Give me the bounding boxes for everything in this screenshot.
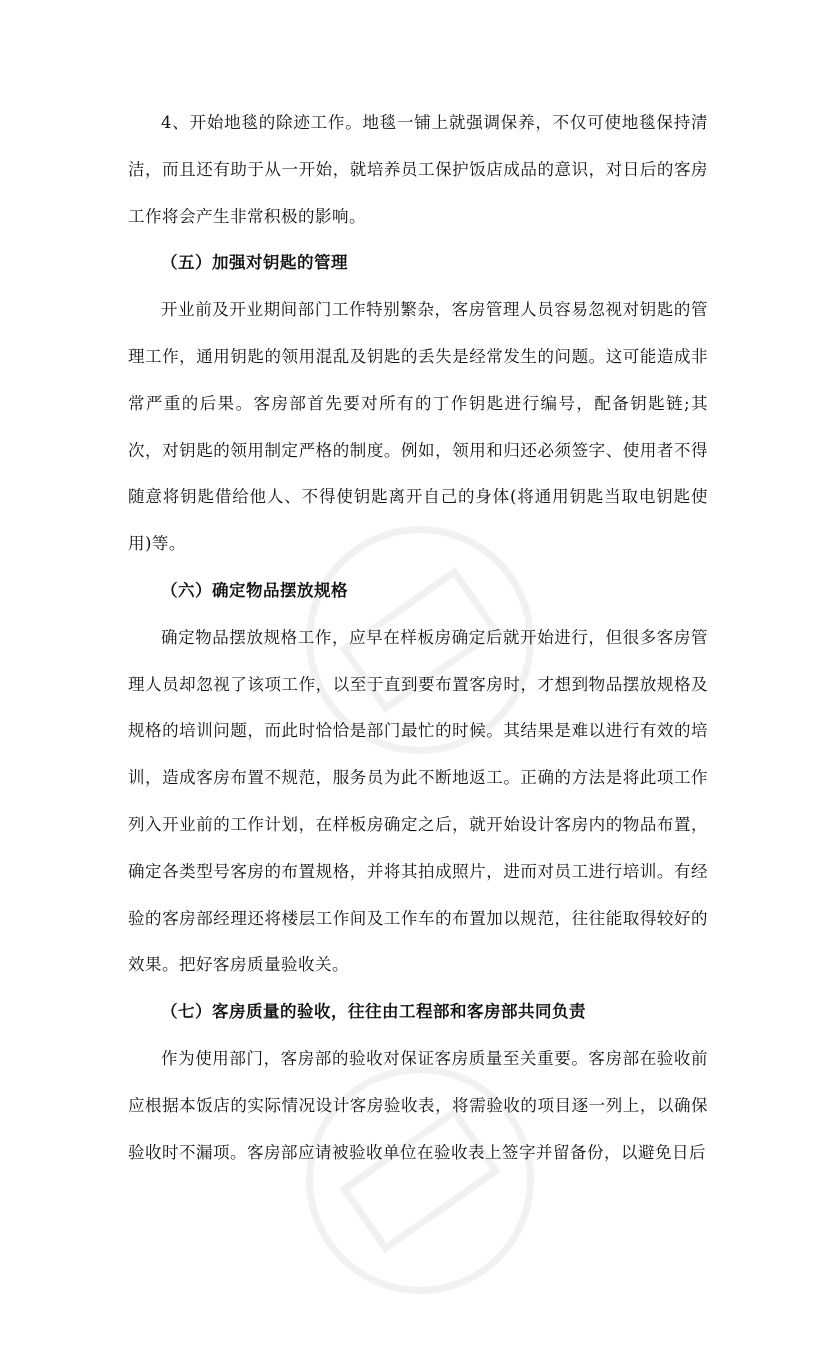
paragraph-room-inspection: 作为使用部门，客房部的验收对保证客房质量至关重要。客房部在验收前应根据本饭店的实际情况设计客房验收表，将需验收的项目逐一列上，以确保验收时不漏项。客房部应请被验收单位在验收表上签字并留备份，以避免日后 <box>128 1048 708 1162</box>
heading-item-placement: （六）确定物品摆放规格 <box>161 580 348 600</box>
heading-key-management: （五）加强对钥匙的管理 <box>161 253 348 273</box>
paragraph-item-placement: 确定物品摆放规格工作，应早在样板房确定后就开始进行，但很多客房管理人员却忽视了该项工作，以至于直到要布置客房时，才想到物品摆放规格及规格的培训问题，而此时恰恰是部门最忙的时候。其结果是难以进行有效的培训，造成客房布置不规范，服务员为此不断地返工。正确的方法是将此项工作列入开业前的工作计划，在样板房确定之后，就开始设计客房内的物品布置，确定各类型号客房的布置规格，并将其拍成照片，进而对员工进行培训。有经验的客房部经理还将楼层工作间及工作车的布置加以规范，往往能取得较好的效果。把好客房质量验收关。 <box>128 627 708 975</box>
paragraph-carpet-cleaning: 4、开始地毯的除迹工作。地毯一铺上就强调保养，不仅可使地毯保持清洁，而且还有助于从一开始，就培养员工保护饭店成品的意识，对日后的客房工作将会产生非常积极的影响。 <box>128 113 708 226</box>
heading-room-inspection: （七）客房质量的验收，往往由工程部和客房部共同负责 <box>161 1002 586 1022</box>
paragraph-key-management: 开业前及开业期间部门工作特别繁杂，客房管理人员容易忽视对钥匙的管理工作，通用钥匙的领用混乱及钥匙的丢失是经常发生的问题。这可能造成非常严重的后果。客房部首先要对所有的丁作钥匙进行编号，配备钥匙链;其次，对钥匙的领用制定严格的制度。例如，领用和归还必须签字、使用者不得随意将钥匙借给他人、不得使钥匙离开自己的身体(将通用钥匙当取电钥匙使用)等。 <box>128 300 708 554</box>
document-body <box>128 100 708 1176</box>
